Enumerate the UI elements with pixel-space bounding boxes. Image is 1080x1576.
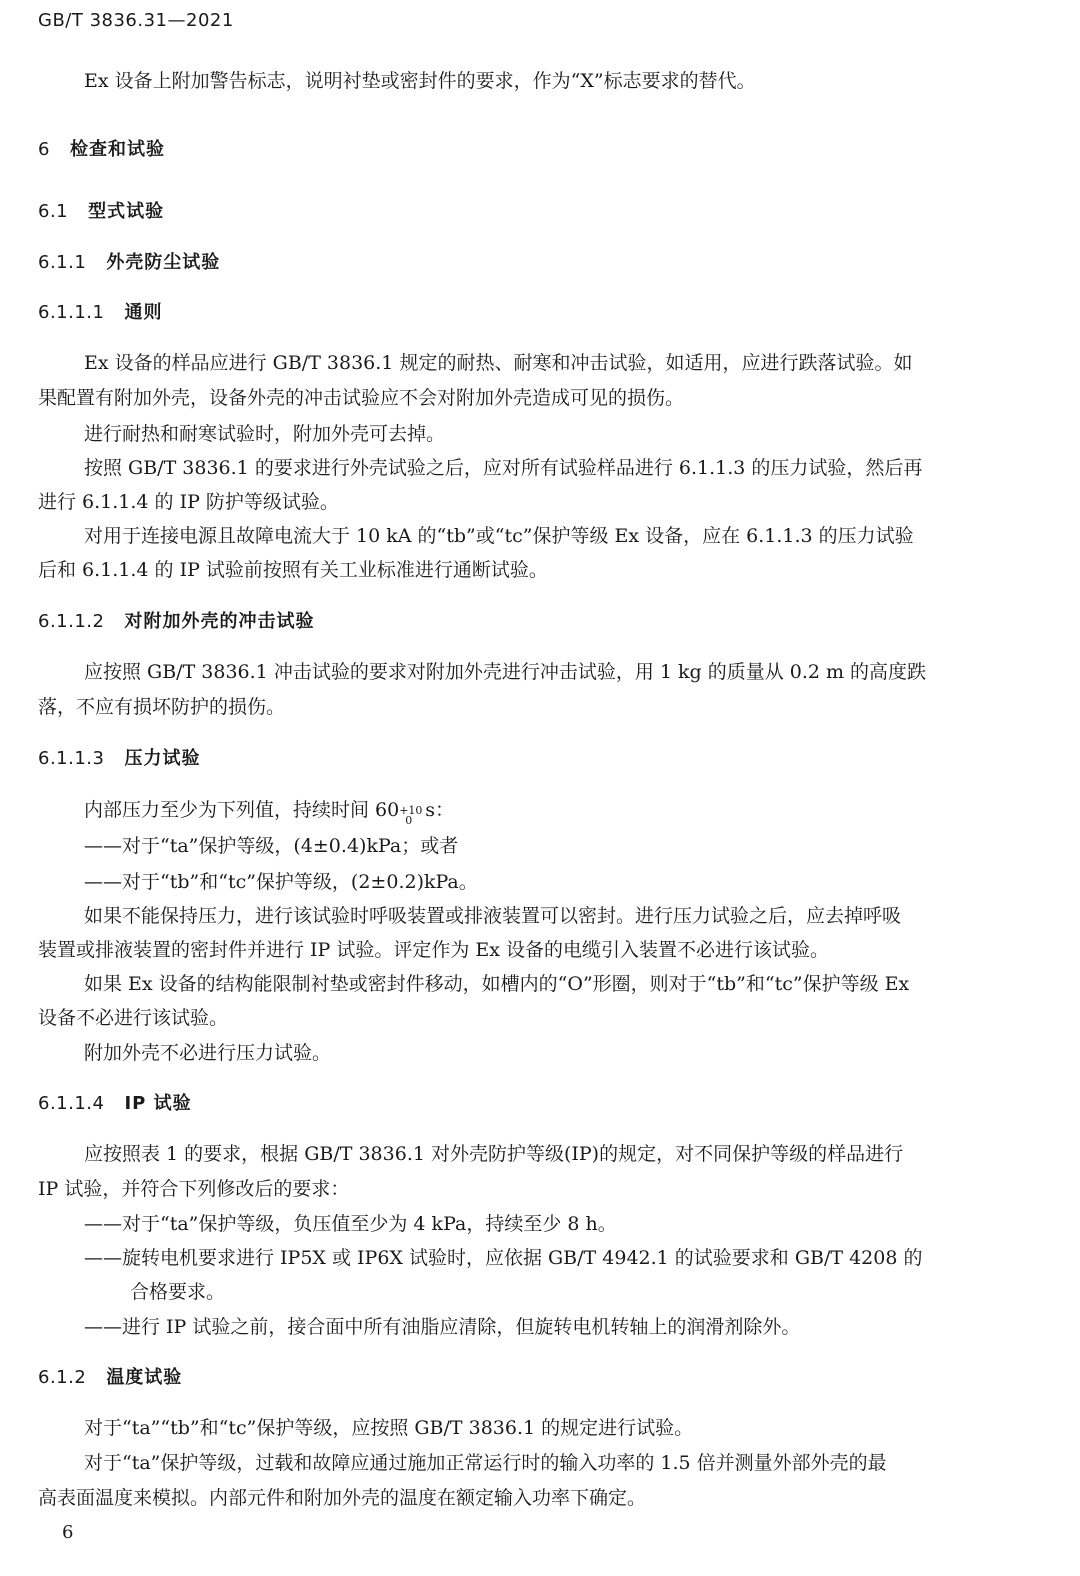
dash-item: ——对于“ta”保护等级，(4±0.4)kPa；或者	[84, 835, 459, 857]
pressure-intro-unit: s：	[419, 799, 455, 821]
standard-header: GB/T 3836.31—2021	[38, 10, 234, 31]
section-title: 外壳防尘试验	[106, 252, 221, 273]
tolerance-upper: +10	[399, 804, 423, 817]
section-6-1-1-1-heading	[38, 300, 162, 326]
paragraph-line: 对于“ta”保护等级，过载和故障应通过施加正常运行时的输入功率的 1.5 倍并测量外部外壳的最	[84, 1452, 887, 1474]
section-number: 6.1.1.3	[38, 748, 105, 769]
paragraph-line: 进行耐热和耐寒试验时，附加外壳可去掉。	[84, 423, 446, 445]
section-6-heading	[38, 137, 165, 163]
paragraph-line: 果配置有附加外壳，设备外壳的冲击试验应不会对附加外壳造成可见的损伤。	[38, 387, 685, 409]
section-title: 检查和试验	[69, 139, 165, 160]
section-number: 6.1.1.1	[38, 302, 105, 323]
section-6-1-1-3-heading	[38, 746, 200, 772]
section-title: 通则	[124, 302, 163, 323]
paragraph-line: 高表面温度来模拟。内部元件和附加外壳的温度在额定输入功率下确定。	[38, 1487, 647, 1509]
tolerance-lower: 0	[405, 814, 413, 827]
section-title: 温度试验	[106, 1367, 183, 1388]
section-6-1-1-heading	[38, 250, 220, 276]
page-number: 6	[62, 1522, 74, 1543]
pressure-duration-line	[84, 797, 455, 827]
paragraph-line: 装置或排液装置的密封件并进行 IP 试验。评定作为 Ex 设备的电缆引入装置不必进行该试验。	[38, 939, 830, 961]
section-number: 6.1.1.2	[38, 611, 105, 632]
section-title: IP 试验	[124, 1093, 192, 1114]
pressure-intro-text: 内部压力至少为下列值，持续时间 60	[84, 799, 400, 821]
dash-item: ——进行 IP 试验之前，接合面中所有油脂应清除，但旋转电机转轴上的润滑剂除外。	[84, 1316, 801, 1338]
paragraph-line: 如果 Ex 设备的结构能限制衬垫或密封件移动，如槽内的“O”形圈，则对于“tb”和“tc”保护等级 Ex	[84, 973, 910, 995]
dash-item-continuation: 合格要求。	[130, 1281, 226, 1303]
section-6-1-2-heading	[38, 1365, 182, 1391]
paragraph-line: 如果不能保持压力，进行该试验时呼吸装置或排液装置可以密封。进行压力试验之后，应去掉呼吸	[84, 905, 902, 927]
paragraph-line: Ex 设备的样品应进行 GB/T 3836.1 规定的耐热、耐寒和冲击试验，如适用，应进行跌落试验。如	[84, 352, 913, 374]
paragraph-line: 后和 6.1.1.4 的 IP 试验前按照有关工业标准进行通断试验。	[38, 559, 548, 581]
section-title: 型式试验	[88, 201, 165, 222]
paragraph-line: 应按照表 1 的要求，根据 GB/T 3836.1 对外壳防护等级(IP)的规定，对不同保护等级的样品进行	[84, 1143, 904, 1165]
section-number: 6.1.1.4	[38, 1093, 105, 1114]
section-6-1-1-2-heading	[38, 609, 314, 635]
paragraph-line: 对用于连接电源且故障电流大于 10 kA 的“tb”或“tc”保护等级 Ex 设备，应在 6.1.1.3 的压力试验	[84, 525, 914, 547]
paragraph-line: 落，不应有损坏防护的损伤。	[38, 696, 286, 718]
dash-item: ——对于“ta”保护等级，负压值至少为 4 kPa，持续至少 8 h。	[84, 1213, 617, 1235]
paragraph-line: 应按照 GB/T 3836.1 冲击试验的要求对附加外壳进行冲击试验，用 1 kg 的质量从 0.2 m 的高度跌	[84, 661, 927, 683]
paragraph-line: 对于“ta”“tb”和“tc”保护等级，应按照 GB/T 3836.1 的规定进行试验。	[84, 1417, 694, 1439]
paragraph-line: 进行 6.1.1.4 的 IP 防护等级试验。	[38, 491, 339, 513]
paragraph-line: 附加外壳不必进行压力试验。	[84, 1042, 332, 1064]
paragraph-line: 设备不必进行该试验。	[38, 1007, 229, 1029]
paragraph-line: 按照 GB/T 3836.1 的要求进行外壳试验之后，应对所有试验样品进行 6.1.1.3 的压力试验，然后再	[84, 457, 923, 479]
section-title: 对附加外壳的冲击试验	[124, 611, 315, 632]
dash-item: ——对于“tb”和“tc”保护等级，(2±0.2)kPa。	[84, 871, 478, 893]
paragraph-line: IP 试验，并符合下列修改后的要求：	[38, 1178, 350, 1200]
dash-item: ——旋转电机要求进行 IP5X 或 IP6X 试验时，应依据 GB/T 4942.1 的试验要求和 GB/T 4208 的	[84, 1247, 923, 1269]
section-title: 压力试验	[124, 748, 201, 769]
section-number: 6.1.2	[38, 1367, 87, 1388]
section-number: 6.1	[38, 201, 69, 222]
section-number: 6.1.1	[38, 252, 87, 273]
section-6-1-heading	[38, 199, 164, 225]
section-6-1-1-4-heading	[38, 1091, 192, 1117]
section-number: 6	[38, 139, 50, 160]
intro-paragraph: Ex 设备上附加警告标志，说明衬垫或密封件的要求，作为“X”标志要求的替代。	[84, 70, 756, 92]
